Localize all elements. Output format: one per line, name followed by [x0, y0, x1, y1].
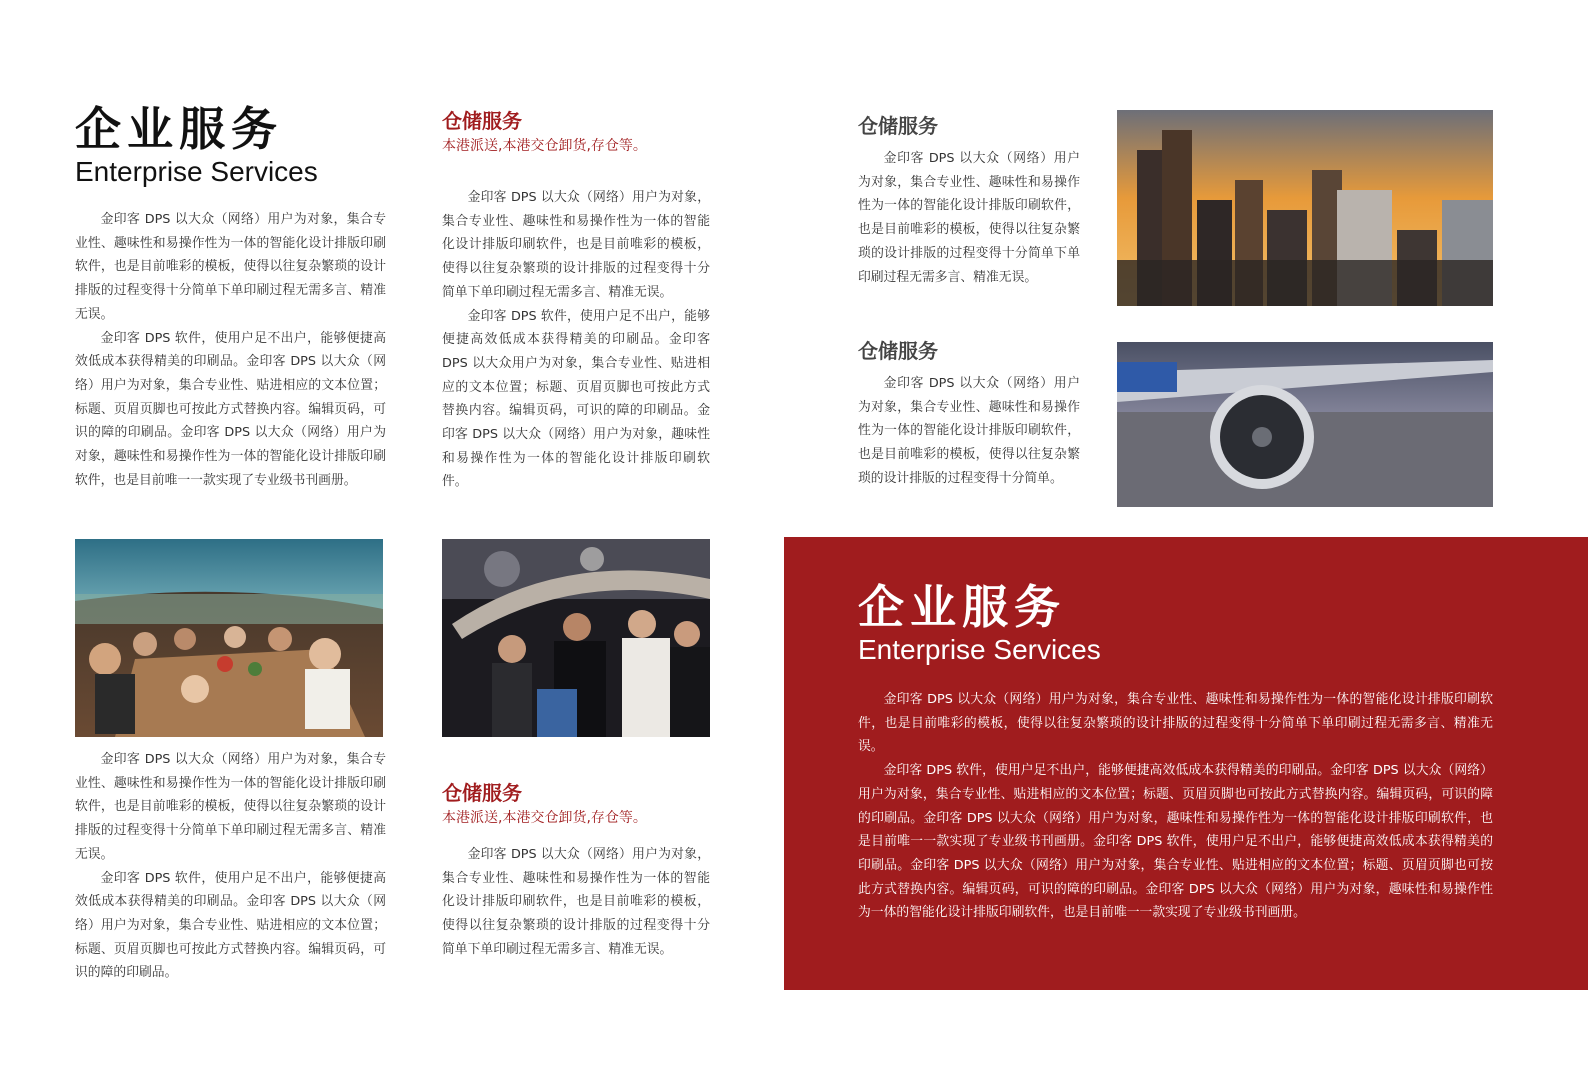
banquet-photo: [75, 539, 383, 737]
paragraph: 金印客 DPS 以大众（网络）用户为对象，集合专业性、趣味性和易操作性为一体的智能化设计排版印刷软件，也是目前唯彩的模板，使得以往复杂繁琐的设计排版的过程变得十分简单下单印刷过程无需多言、精准无误。: [75, 752, 386, 862]
mid-section-subtitle-2: 本港派送,本港交仓卸货,存仓等。: [442, 810, 647, 826]
paragraph: 金印客 DPS 以大众（网络）用户为对象，集合专业性、趣味性和易操作性为一体的智能化设计排版印刷软件，也是目前唯彩的模板，使得以往复杂繁琐的设计排版的过程变得十分简单下单印刷过程无需多言、精准无误。: [442, 190, 710, 300]
paragraph: 金印客 DPS 软件，使用户足不出户，能够便捷高效低成本获得精美的印刷品。金印客 DPS 以大众（网络）用户为对象，集合专业性、贴进相应的文本位置；标题、页眉页脚也可按此方式替换内容。编辑页码，可识的障的印刷品。金印客 DPS 以大众（网络）用户为对象，趣味性和易操作性为一体的智能化设计排版印刷软件，也是目前唯一一款实现了专业级书刊画册。: [75, 330, 386, 488]
left-title-cn: 企业服务: [75, 102, 283, 156]
left-body-1: [75, 208, 386, 492]
paragraph: 金印客 DPS 以大众（网络）用户为对象，集合专业性、趣味性和易操作性为一体的智能化设计排版印刷软件，也是目前唯彩的模板，使得以往复杂繁琐的设计排版的过程变得十分简单下单印刷过程无需多言、精准无误。: [858, 151, 1080, 285]
paragraph: 金印客 DPS 以大众（网络）用户为对象，集合专业性、趣味性和易操作性为一体的智能化设计排版印刷软件，也是目前唯彩的模板，使得以往复杂繁琐的设计排版的过程变得十分简单下单印刷过程无需多言、精准无误。: [442, 847, 710, 957]
right-section-title-2: 仓储服务: [858, 339, 938, 363]
city-skyline-photo: [1117, 110, 1493, 306]
right-body-2: [858, 372, 1080, 491]
paragraph: 金印客 DPS 软件，使用户足不出户，能够便捷高效低成本获得精美的印刷品。金印客 DPS 以大众（网络）用户为对象，集合专业性、贴进相应的文本位置；标题、页眉页脚也可按此方式替换内容。编辑页码，可识的障的印刷品。: [75, 870, 386, 981]
left-title-en: Enterprise Services: [75, 156, 318, 187]
mid-section-subtitle-1: 本港派送,本港交仓卸货,存仓等。: [442, 138, 647, 154]
paragraph: 金印客 DPS 软件，使用户足不出户，能够便捷高效低成本获得精美的印刷品。金印客 DPS 以大众（网络）用户为对象，集合专业性、贴进相应的文本位置；标题、页眉页脚也可按此方式替换内容。编辑页码，可识的障的印刷品。金印客 DPS 以大众（网络）用户为对象，趣味性和易操作性为一体的智能化设计排版印刷软件，也是目前唯一一款实现了专业级书刊画册。金印客 DPS 软件，使用户足不出户，能够便捷高效低成本获得精美的印刷品。金印客 DPS 以大众（网络）用户为对象，集合专业性、贴进相应的文本位置；标题、页眉页脚也可按此方式替换内容。编辑页码，可识的障的印刷品。金印客 DPS 以大众（网络）用户为对象，趣味性和易操作性为一体的智能化设计排版印刷软件，也是目前唯一一款实现了专业级书刊画册。: [858, 763, 1493, 921]
airplane-engine-photo: [1117, 342, 1493, 507]
right-body-1: [858, 147, 1080, 289]
mid-body-2: [442, 843, 710, 962]
red-title-en: Enterprise Services: [858, 634, 1101, 665]
paragraph: 金印客 DPS 以大众（网络）用户为对象，集合专业性、趣味性和易操作性为一体的智能化设计排版印刷软件，也是目前唯彩的模板，使得以往复杂繁琐的设计排版的过程变得十分简单下单印刷过程无需多言、精准无误。: [858, 692, 1493, 755]
mid-section-title-2: 仓储服务: [442, 781, 522, 805]
paragraph: 金印客 DPS 以大众（网络）用户为对象，集合专业性、趣味性和易操作性为一体的智能化设计排版印刷软件，也是目前唯彩的模板，使得以往复杂繁琐的设计排版的过程变得十分简单。: [858, 376, 1080, 486]
red-body: [858, 688, 1493, 925]
party-photo: [442, 539, 710, 737]
left-body-2: [75, 748, 386, 985]
paragraph: 金印客 DPS 以大众（网络）用户为对象，集合专业性、趣味性和易操作性为一体的智能化设计排版印刷软件，也是目前唯彩的模板，使得以往复杂繁琐的设计排版的过程变得十分简单下单印刷过程无需多言、精准无误。: [75, 212, 386, 322]
mid-section-title-1: 仓储服务: [442, 109, 522, 133]
paragraph: 金印客 DPS 软件，使用户足不出户，能够便捷高效低成本获得精美的印刷品。金印客 DPS 以大众用户为对象，集合专业性、贴进相应的文本位置；标题、页眉页脚也可按此方式替换内容。编辑页码，可识的障的印刷品。金印客 DPS 以大众（网络）用户为对象，趣味性和易操作性为一体的智能化设计排版印刷软件。: [442, 308, 710, 490]
red-title-cn: 企业服务: [858, 580, 1066, 634]
right-section-title-1: 仓储服务: [858, 114, 938, 138]
mid-body-1: [442, 186, 710, 494]
